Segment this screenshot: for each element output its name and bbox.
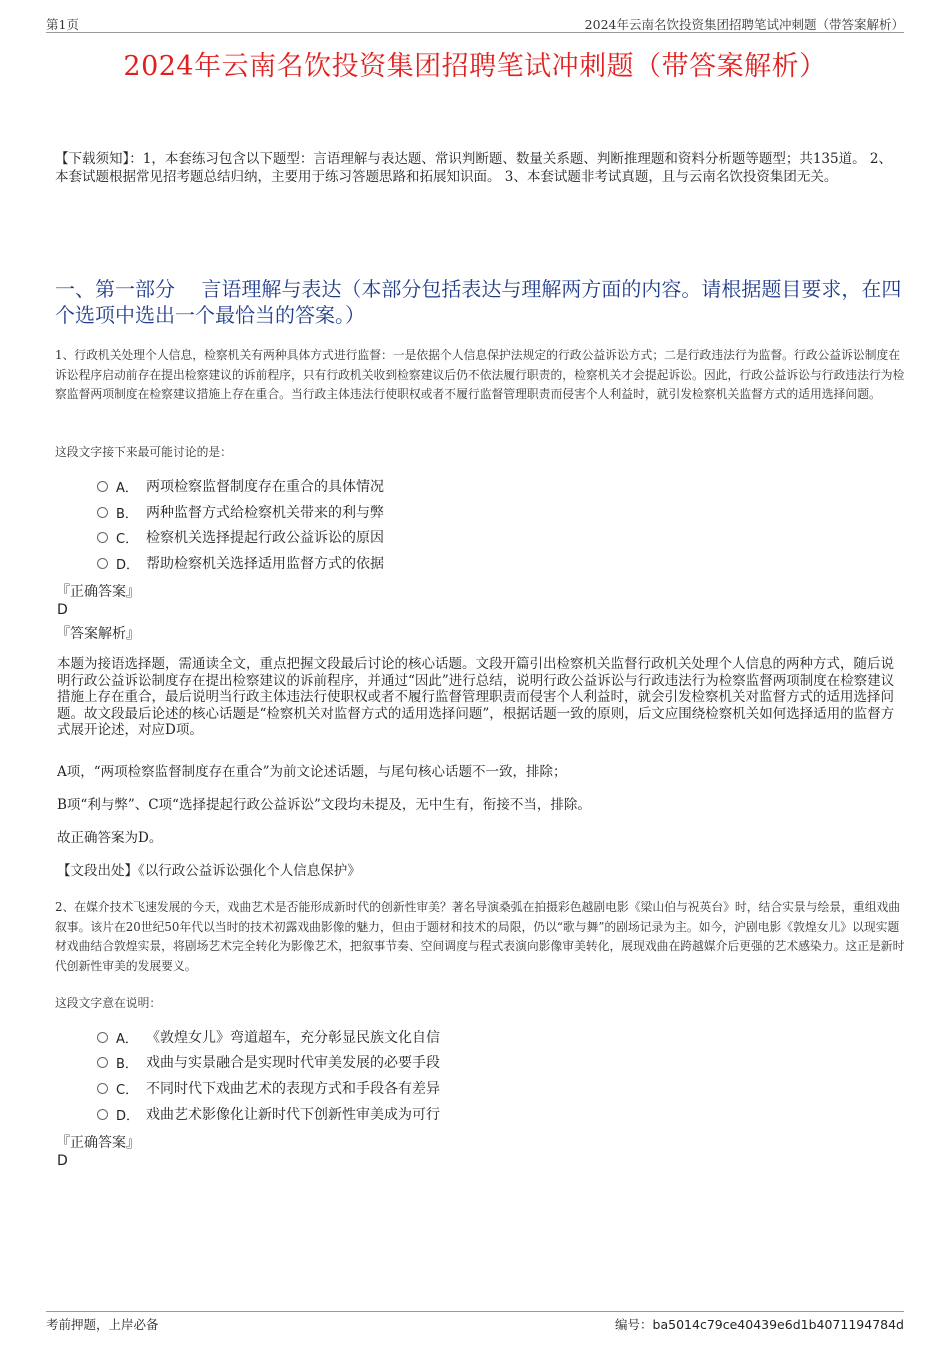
radio-icon[interactable] [97,1109,108,1120]
download-notice: 【下载须知】：1，本套练习包含以下题型：言语理解与表达题、常识判断题、数量关系题、判断推理题和资料分析题等题型；共135道。 2、本套试题根据常见招考题总结归纳，主要用于练习答题思路和拓展知识面。 3、本套试题非考试真题，且与云南名饮投资集团无关。 [55,151,892,185]
q2-option-a[interactable] [97,1026,440,1048]
q1-analysis-label: 『答案解析』 [56,626,140,642]
q1-analysis-option-a: A项，“两项检察监督制度存在重合”为前文论述话题，与尾句核心话题不一致，排除； [57,764,567,780]
option-text: 不同时代下戏曲艺术的表现方式和手段各有差异 [146,1081,440,1097]
question-1-text: 1、行政机关处理个人信息，检察机关有两种具体方式进行监督：一是依据个人信息保护法规定的行政公益诉讼方式；二是行政违法行为监督。行政公益诉讼制度在诉讼程序启动前存在提出检察建议的诉前程序，只有行政机关收到检察建议后仍不依法履行职责的，检察机关才会提起诉讼。因此，行政公益诉讼与行政违法行为检察监督两项制度在检察建议措施上存在重合。当行政主体违法行使职权或者不履行监督管理职责而侵害个人利益时，就引发检察机关监督方式的适用选择问题。 [55,348,905,401]
q2-option-b[interactable] [97,1051,440,1073]
q2-option-d[interactable] [97,1103,440,1125]
page-footer [46,1311,904,1332]
section-heading: 一、第一部分 言语理解与表达（本部分包括表达与理解两方面的内容。请根据题目要求，在四个选项中选出一个最恰当的答案。） [55,277,902,327]
question-1-prompt: 这段文字接下来最可能讨论的是： [55,445,232,459]
option-text: 《敦煌女儿》弯道超车，充分彰显民族文化自信 [146,1030,440,1046]
radio-icon[interactable] [97,1083,108,1094]
q2-answer-label: 『正确答案』 [56,1135,140,1151]
q1-analysis-conclusion: 故正确答案为D。 [57,830,163,846]
q1-source: 【文段出处】《以行政公益诉讼强化个人信息保护》 [57,863,361,879]
q1-answer-value: D [57,602,68,618]
option-letter: B． [116,1056,138,1072]
footer-serial-label: 编号： [615,1317,653,1332]
option-letter: C． [116,531,139,547]
radio-icon[interactable] [97,1032,108,1043]
footer-slogan: 考前押题，上岸必备 [46,1317,159,1332]
option-letter: D． [116,1108,140,1124]
page-number: 第1页 [46,17,79,32]
option-letter: B． [116,506,138,522]
option-letter: A． [116,480,138,496]
option-letter: D． [116,557,140,573]
q1-option-d[interactable] [97,552,384,574]
option-text: 戏曲与实景融合是实现时代审美发展的必要手段 [146,1055,440,1071]
question-2-prompt: 这段文字意在说明： [55,996,162,1010]
option-text: 戏曲艺术影像化让新时代下创新性审美成为可行 [146,1107,440,1123]
q1-analysis-paragraph: 本题为接语选择题，需通读全文，重点把握文段最后讨论的核心话题。文段开篇引出检察机关监督行政机关处理个人信息的两种方式，随后说明行政公益诉讼制度存在提出检察建议的诉前程序，并通过“因此”进行总结，说明行政公益诉讼与行政违法行为检察监督两项制度在检察建议措施上存在重合，最后说明当行政主体违法行使职权或者不履行监督管理职责而侵害个人利益时，就会引发检察机关对监督方式的适用选择问题。故文段最后论述的核心话题是“检察机关对监督方式的适用选择问题”，根据话题一致的原则，后文应围绕检察机关如何选择适用的监督方式展开论述，对应D项。 [57,656,895,738]
page-title: 2024年云南名饮投资集团招聘笔试冲刺题（带答案解析） [123,51,827,82]
q1-option-c[interactable] [97,526,384,548]
page-header [46,14,904,33]
footer-serial [615,1315,904,1333]
header-doc-title: 2024年云南名饮投资集团招聘笔试冲刺题（带答案解析） [584,17,904,32]
q2-answer-value: D [57,1153,68,1169]
radio-icon[interactable] [97,481,108,492]
option-letter: C． [116,1082,139,1098]
option-text: 检察机关选择提起行政公益诉讼的原因 [146,530,384,546]
option-text: 帮助检察机关选择适用监督方式的依据 [146,556,384,572]
q1-analysis-options-bc: B项“利与弊”、C项“选择提起行政公益诉讼”文段均未提及，无中生有，衔接不当，排除。 [57,797,591,813]
q1-answer-label: 『正确答案』 [56,584,140,600]
option-text: 两种监督方式给检察机关带来的利与弊 [146,505,384,521]
radio-icon[interactable] [97,507,108,518]
radio-icon[interactable] [97,558,108,569]
radio-icon[interactable] [97,1057,108,1068]
option-letter: A． [116,1031,138,1047]
q1-option-a[interactable] [97,475,384,497]
footer-serial-code: ba5014c79ce40439e6d1b4071194784d [652,1317,904,1332]
q1-option-b[interactable] [97,501,384,523]
option-text: 两项检察监督制度存在重合的具体情况 [146,479,384,495]
radio-icon[interactable] [97,532,108,543]
question-2-text: 2、在媒介技术飞速发展的今天，戏曲艺术是否能形成新时代的创新性审美？著名导演桑弧在拍摄彩色越剧电影《梁山伯与祝英台》时，结合实景与绘景，重组戏曲叙事。该片在20世纪50年代以当时的技术初露戏曲影像的魅力，但由于题材和技术的局限，仍以“歌与舞”的剧场记录为主。如今，沪剧电影《敦煌女儿》以现实题材戏曲结合敦煌实景，将剧场艺术完全转化为影像艺术，把叙事节奏、空间调度与程式表演向影像审美转化，展现戏曲在跨越媒介后更强的艺术感染力。这正是新时代创新性审美的发展要义。 [55,900,905,973]
q2-option-c[interactable] [97,1077,440,1099]
